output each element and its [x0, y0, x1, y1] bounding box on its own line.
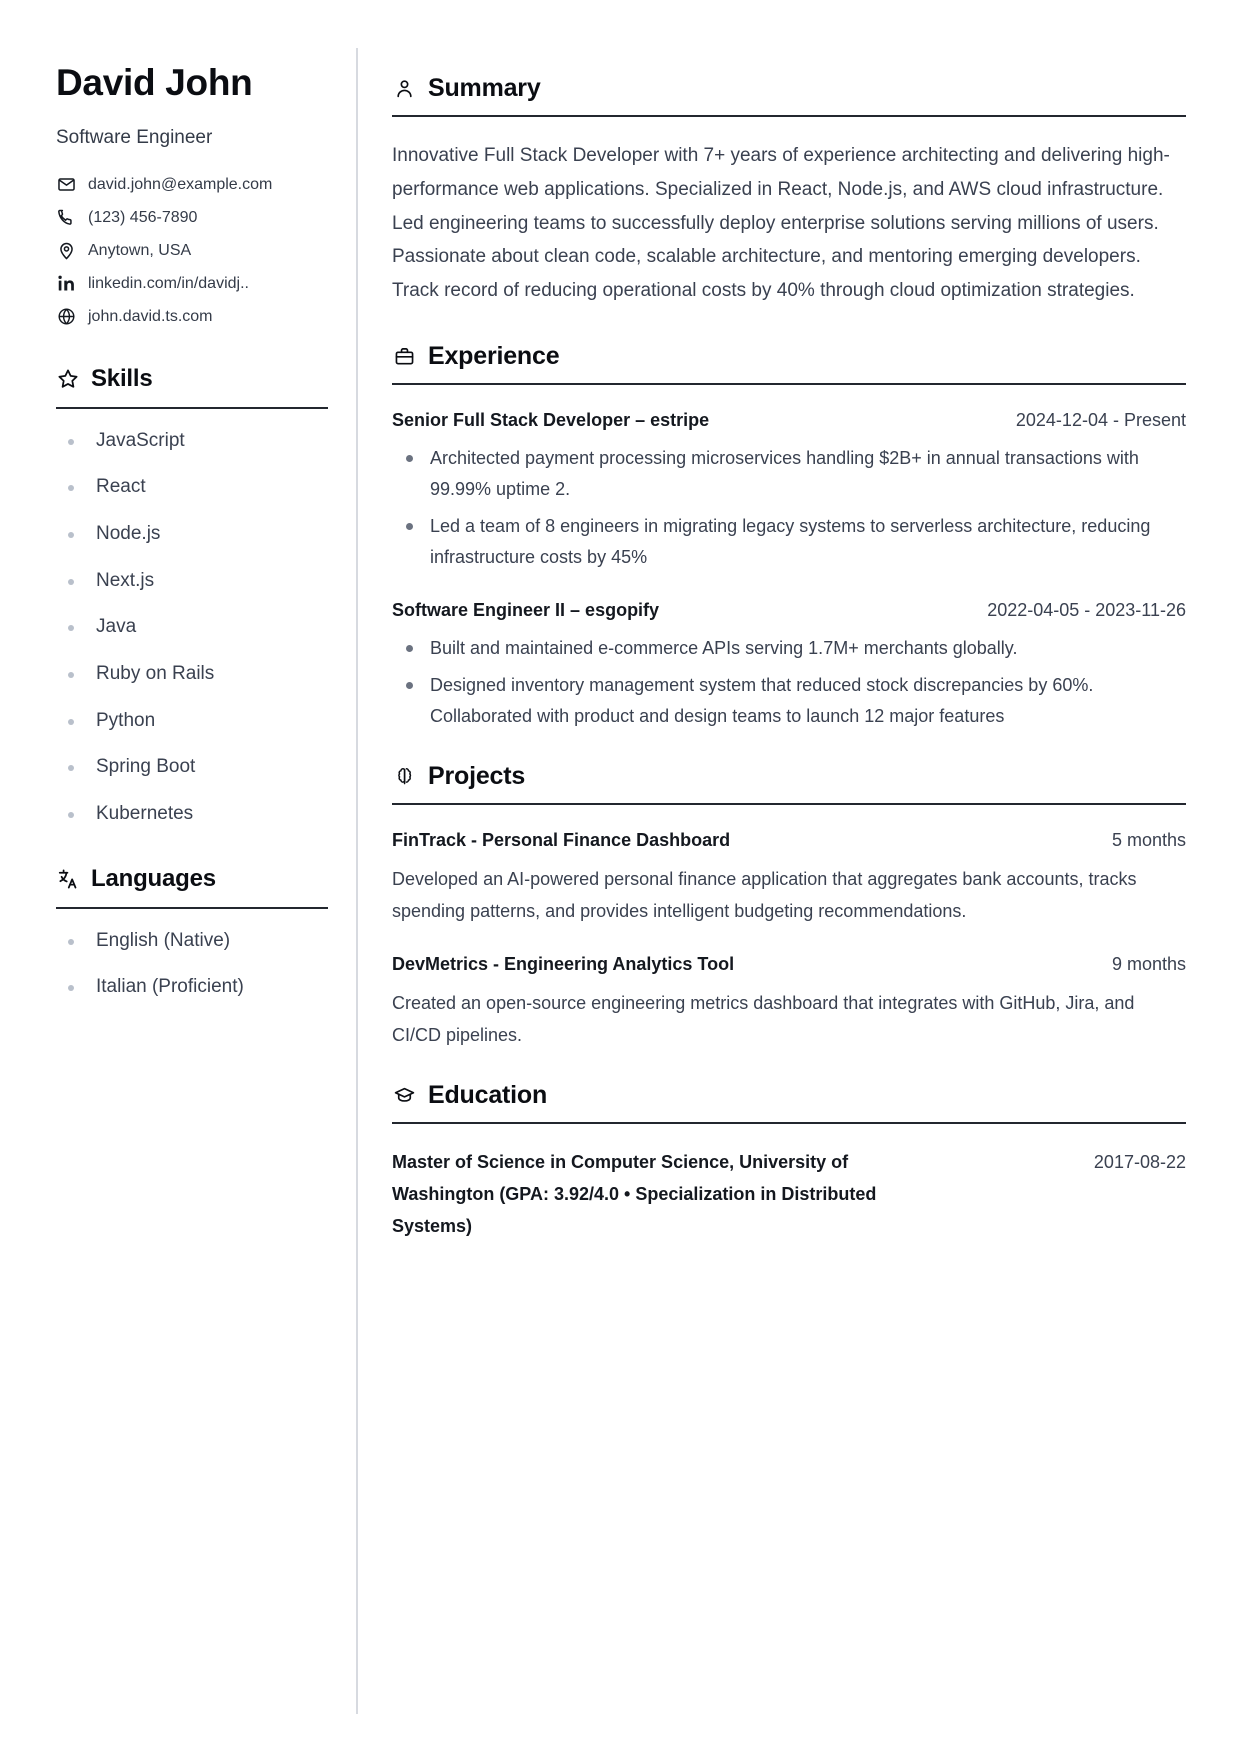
person-icon	[392, 77, 416, 101]
experience-entry	[392, 597, 1186, 732]
project-entry	[392, 951, 1186, 1051]
list-item: Next.js	[56, 569, 328, 594]
projects-heading-text: Projects	[428, 761, 526, 790]
project-entry-description: Created an open-source engineering metrics dashboard that integrates with GitHub, Jira, and CI/CD pipelines.	[392, 993, 1135, 1046]
column-divider	[356, 48, 358, 1714]
contact-website[interactable]	[56, 307, 328, 327]
list-item: Architected payment processing microservices handling $2B+ in annual transactions with 99.99% uptime 2.	[392, 443, 1186, 505]
envelope-icon	[56, 175, 76, 195]
project-entry-title: FinTrack - Personal Finance Dashboard	[392, 829, 731, 850]
projects-heading	[392, 762, 1186, 791]
experience-section	[392, 342, 1186, 732]
linkedin-icon	[56, 274, 76, 294]
page-title: David John	[56, 62, 253, 103]
education-divider	[392, 1122, 1186, 1124]
list-item: React	[56, 475, 328, 500]
summary-text: Innovative Full Stack Developer with 7+ years of experience architecting and delivering high-performance web applications. Specialized in React, Node.js, and AWS cloud infrastructure. Led engineering teams to successfully deploy enterprise solutions serving millions of users. Passionate about clean code, scalable architecture, and mentoring emerging developers. Track record of reducing operational costs by 40% through cloud optimization strategies.	[392, 145, 1170, 302]
project-entry	[392, 827, 1186, 927]
phone-icon	[56, 208, 76, 228]
list-item: Python	[56, 709, 328, 734]
list-item: Ruby on Rails	[56, 662, 328, 687]
contact-email[interactable]	[56, 175, 328, 195]
projects-section	[392, 762, 1186, 1051]
skills-heading-text: Skills	[91, 364, 153, 392]
list-item: Led a team of 8 engineers in migrating legacy systems to serverless architecture, reducing infrastructure costs by 45%	[392, 511, 1186, 573]
job-title: Software Engineer	[56, 126, 213, 148]
list-item: Spring Boot	[56, 755, 328, 780]
education-entry-date: 2017-08-22	[1093, 1152, 1186, 1173]
project-entry-duration: 5 months	[1111, 829, 1186, 850]
projects-divider	[392, 803, 1186, 805]
languages-heading-text: Languages	[91, 864, 216, 892]
star-icon	[56, 367, 80, 391]
languages-list	[56, 929, 328, 1000]
education-heading	[392, 1081, 1186, 1110]
skills-section	[56, 365, 328, 827]
experience-entry-date: 2022-04-05 - 2023-11-26	[987, 599, 1186, 620]
briefcase-icon	[392, 345, 416, 369]
contact-phone[interactable]	[56, 208, 328, 228]
contact-list	[56, 175, 328, 327]
list-item: Italian (Proficient)	[56, 975, 328, 1000]
summary-divider	[392, 115, 1186, 117]
list-item: Designed inventory management system that reduced stock discrepancies by 60%. Collaborated with product and design teams to launch 12 major features	[392, 670, 1186, 732]
main-content	[392, 48, 1186, 1714]
list-item: English (Native)	[56, 929, 328, 954]
contact-location-value: Anytown, USA	[88, 241, 192, 259]
list-item: Built and maintained e-commerce APIs serving 1.7M+ merchants globally.	[392, 633, 1186, 664]
summary-heading	[392, 74, 1186, 103]
skills-heading	[56, 365, 328, 393]
skills-list	[56, 429, 328, 827]
contact-linkedin-value: linkedin.com/in/davidj..	[88, 274, 249, 292]
experience-divider	[392, 383, 1186, 385]
experience-entry-title: Senior Full Stack Developer – estripe	[392, 410, 710, 431]
graduation-cap-icon	[392, 1084, 416, 1108]
sidebar	[56, 48, 356, 1714]
experience-entry-date: 2024-12-04 - Present	[1015, 410, 1186, 431]
education-heading-text: Education	[428, 1081, 548, 1110]
education-entry-head	[392, 1146, 1186, 1242]
globe-icon	[56, 307, 76, 327]
puzzle-brain-icon	[392, 764, 416, 788]
experience-entry	[392, 407, 1186, 573]
experience-heading-text: Experience	[428, 342, 560, 371]
experience-entry-head	[392, 597, 1186, 623]
languages-heading	[56, 865, 328, 893]
experience-entry-head	[392, 407, 1186, 433]
summary-section	[392, 74, 1186, 308]
project-entry-head	[392, 827, 1186, 853]
contact-phone-value: (123) 456-7890	[88, 208, 198, 226]
summary-heading-text: Summary	[428, 74, 541, 102]
languages-section	[56, 865, 328, 1000]
list-item: Java	[56, 615, 328, 640]
education-section	[392, 1081, 1186, 1242]
experience-heading	[392, 342, 1186, 371]
education-entry-title: Master of Science in Computer Science, University of Washington (GPA: 3.92/4.0 • Specialization in Distributed Systems)	[392, 1152, 877, 1237]
project-entry-head	[392, 951, 1186, 977]
map-pin-icon	[56, 241, 76, 261]
experience-entry-points	[392, 633, 1186, 732]
list-item: Node.js	[56, 522, 328, 547]
education-entry	[392, 1146, 1186, 1242]
project-entry-duration: 9 months	[1111, 954, 1186, 975]
project-entry-title: DevMetrics - Engineering Analytics Tool	[392, 954, 735, 975]
contact-website-value: john.david.ts.com	[88, 307, 213, 325]
skills-divider	[56, 407, 328, 409]
languages-divider	[56, 907, 328, 909]
contact-location	[56, 241, 328, 261]
contact-email-value: david.john@example.com	[88, 175, 273, 193]
translate-icon	[56, 867, 80, 891]
list-item: Kubernetes	[56, 802, 328, 827]
contact-linkedin[interactable]	[56, 274, 328, 294]
experience-entry-title: Software Engineer II – esgopify	[392, 599, 660, 620]
experience-entry-points	[392, 443, 1186, 573]
project-entry-description: Developed an AI-powered personal finance application that aggregates bank accounts, tracks spending patterns, and provides intelligent budgeting recommendations.	[392, 869, 1137, 922]
list-item: JavaScript	[56, 429, 328, 454]
